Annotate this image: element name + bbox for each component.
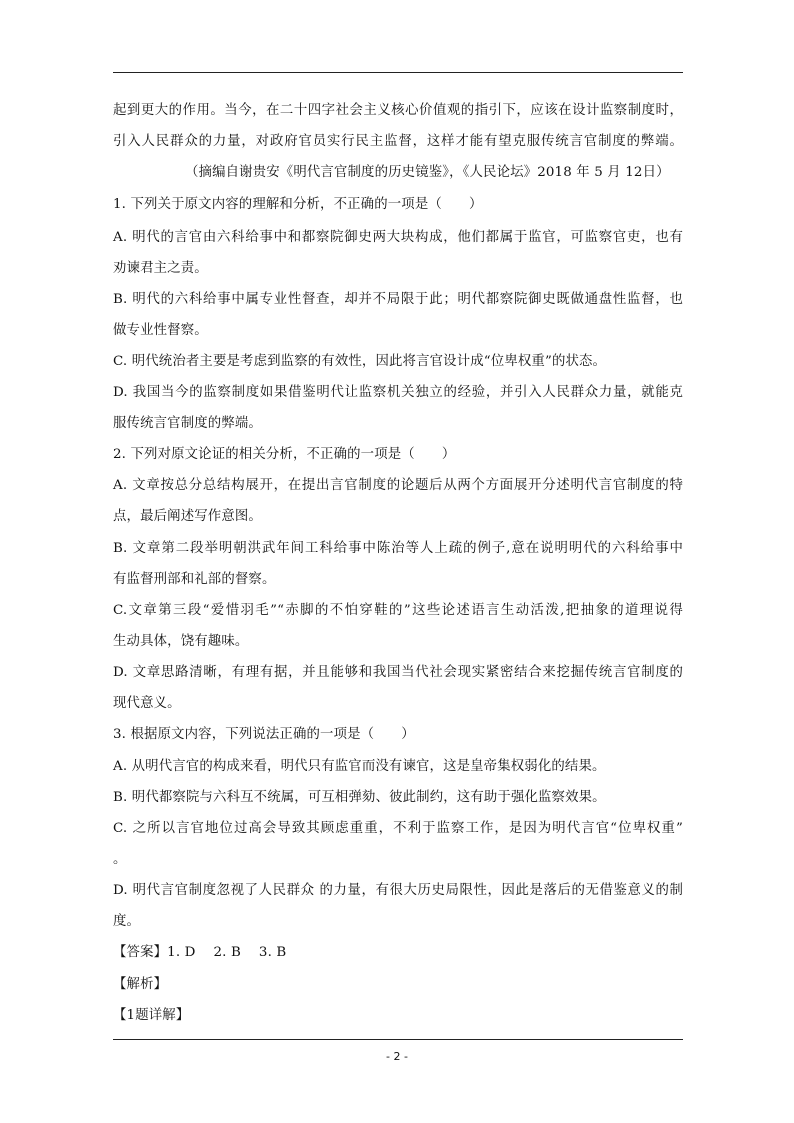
option-2b: B. 文章第二段举明朝洪武年间工科给事中陈治等人上疏的例子,意在说明明代的六科给事中: [113, 541, 683, 556]
option-2a-cont: 点，最后阐述写作意图。: [113, 509, 262, 524]
option-3a: A. 从明代言官的构成来看，明代只有监官而没有谏官，这是皇帝集权弱化的结果。: [113, 759, 606, 774]
option-3d-cont: 度。: [113, 914, 141, 929]
source-citation: （摘编自谢贵安《明代言官制度的历史镜鉴》，《人民论坛》2018 年 5 月 12日）: [185, 165, 670, 180]
option-2c-cont: 生动具体，饶有趣味。: [113, 634, 249, 649]
page-number: - 2 -: [386, 1050, 408, 1063]
option-3c-cont: 。: [113, 852, 127, 867]
option-1d-cont: 服传统言官制度的弊端。: [113, 416, 262, 431]
option-2c: C.文章第三段“爱惜羽毛”“赤脚的不怕穿鞋的”这些论述语言生动活泼,把抽象的道理说得: [113, 603, 683, 618]
option-3d: D. 明代言官制度忽视了人民群众 的力量，有很大历史局限性，因此是落后的无借鉴意义的制: [113, 883, 683, 898]
option-3c: C. 之所以言官地位过高会导致其顾虑重重，不利于监察工作，是因为明代言官“位卑权重”: [113, 821, 683, 836]
text-line: 起到更大的作用。当今，在二十四字社会主义核心价值观的指引下，应该在设计监察制度时，: [113, 103, 683, 118]
option-1a: A. 明代的言官由六科给事中和都察院御史两大块构成，他们都属于监官，可监察官吏，也有: [113, 230, 683, 245]
option-1d: D. 我国当今的监察制度如果借鉴明代让监察机关独立的经验，并引入人民群众力量，就能克: [113, 385, 683, 400]
text-line: 引入人民群众的力量，对政府官员实行民主监督，这样才能有望克服传统言官制度的弊端。: [113, 134, 683, 149]
option-2d-cont: 现代意义。: [113, 696, 181, 711]
question-2: 2. 下列对原文论证的相关分析，不正确的一项是（ ）: [113, 447, 456, 462]
option-1c: C. 明代统治者主要是考虑到监察的有效性，因此将言官设计成“位卑权重”的状态。: [113, 354, 607, 369]
option-1b: B. 明代的六科给事中属专业性督查，却并不局限于此；明代都察院御史既做通盘性监督，也: [113, 292, 683, 307]
header-rule: [113, 72, 683, 73]
analysis-heading: 【解析】: [113, 977, 168, 992]
option-1b-cont: 做专业性督察。: [113, 323, 208, 338]
option-2d: D. 文章思路清晰，有理有据，并且能够和我国当代社会现实紧密结合来挖掘传统言官制度的: [113, 665, 683, 680]
answer-line: 【答案】1. D 2. B 3. B: [113, 945, 287, 960]
question-3: 3. 根据原文内容，下列说法正确的一项是（ ）: [113, 727, 415, 742]
footer-rule: [113, 1039, 683, 1040]
question-1: 1. 下列关于原文内容的理解和分析，不正确的一项是（ ）: [113, 197, 483, 212]
option-2a: A. 文章按总分总结构展开，在提出言官制度的论题后从两个方面展开分述明代言官制度的特: [113, 478, 683, 493]
detail-heading: 【1题详解】: [113, 1008, 190, 1023]
option-2b-cont: 有监督刑部和礼部的督察。: [113, 572, 276, 587]
option-1a-cont: 劝谏君主之责。: [113, 261, 208, 276]
option-3b: B. 明代都察院与六科互不统属，可互相弹劾、彼此制约，这有助于强化监察效果。: [113, 790, 606, 805]
